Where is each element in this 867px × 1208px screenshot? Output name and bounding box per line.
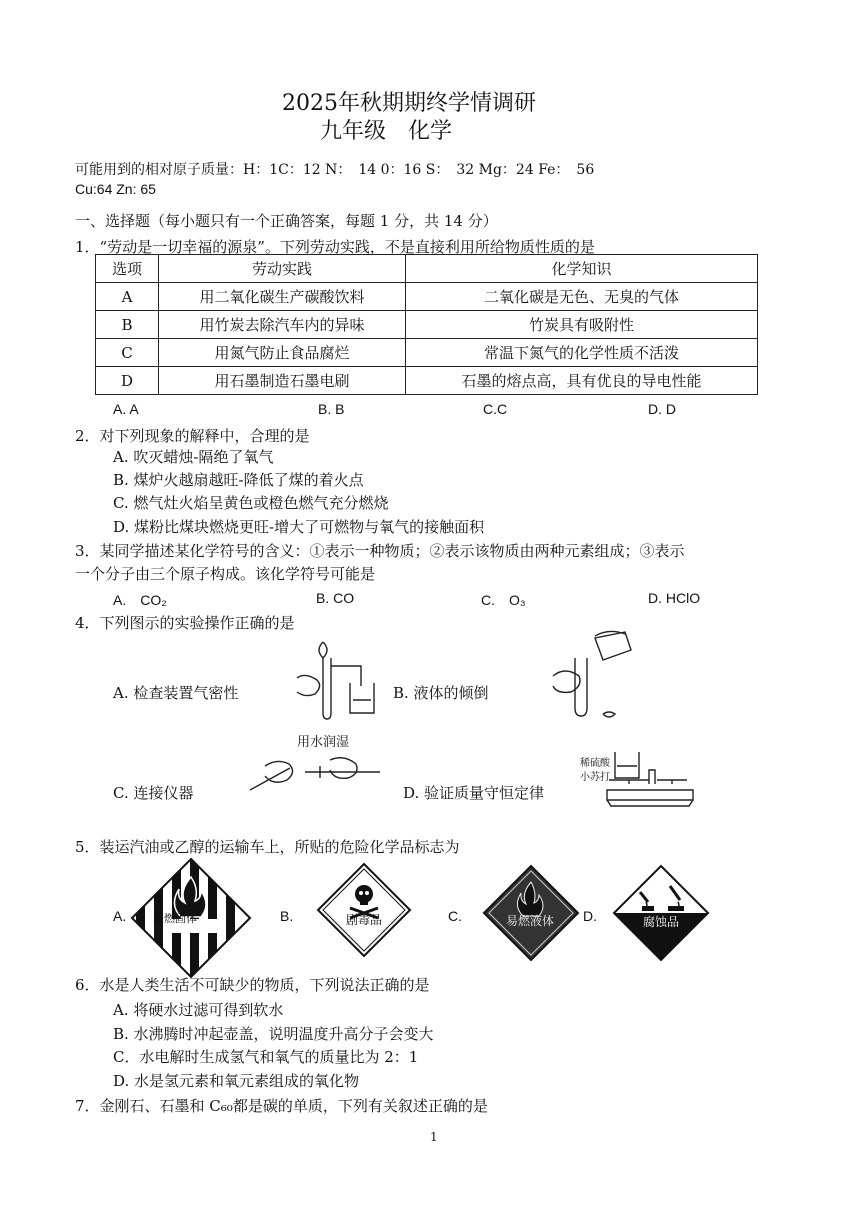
q6-option-a: A. 将硬水过滤可得到软水 [113,1001,284,1019]
table-header: 化学知识 [406,255,758,283]
q4-option-c: C. 连接仪器 [113,784,194,802]
q3-option-b: B. CO [316,590,355,606]
q4-option-b: B. 液体的倾倒 [393,684,489,702]
table-cell: B [96,311,159,339]
figure-c-label: 用水润湿 [297,735,350,750]
q2-option-b: B. 煤炉火越扇越旺-降低了煤的着火点 [113,471,364,489]
sign-label-c: 易燃液体 [506,914,555,928]
sign-label-a: 易燃固体 [153,912,197,925]
q5-option-b: B. [280,908,294,924]
table-cell: 石墨的熔点高，具有优良的导电性能 [406,367,758,395]
q6-stem: 6．水是人类生活不可缺少的物质，下列说法正确的是 [75,976,430,994]
section-heading: 一、选择题（每小题只有一个正确答案，每题 1 分，共 14 分） [75,212,498,230]
exam-title: 2025年秋期期终学情调研 [282,91,536,116]
table-header-row [96,255,758,283]
q1-option-d: D. D [648,401,676,417]
q6-option-b: B. 水沸腾时冲起壶盖，说明温度升高分子会变大 [113,1025,434,1043]
atomic-mass-line-2: Cu:64 Zn: 65 [75,181,156,197]
q5-stem: 5．装运汽油或乙醇的运输车上，所贴的危险化学品标志为 [75,838,460,856]
table-row [96,283,758,311]
q1-option-b: B. B [318,401,345,417]
table-cell: 竹炭具有吸附性 [406,311,758,339]
table-cell: A [96,283,159,311]
q2-stem: 2．对下列现象的解释中，合理的是 [75,427,310,445]
q7-stem: 7．金刚石、石墨和 C₆₀都是碳的单质，下列有关叙述正确的是 [75,1097,488,1115]
sign-label-d: 腐蚀品 [643,915,680,929]
page-number: 1 [430,1130,438,1144]
q5-option-a: A. [113,908,127,924]
q1-option-c: C.C [483,401,508,417]
table-cell: 用二氧化碳生产碳酸饮料 [159,283,406,311]
table-cell: C [96,339,159,367]
q4-stem: 4．下列图示的实验操作正确的是 [75,614,295,632]
q2-option-a: A. 吹灭蜡烛-隔绝了氧气 [113,448,274,466]
figure-d-label-2: 小苏打 [580,772,610,783]
sign-label-b: 剧毒品 [346,913,383,927]
q3-option-c: C. O₃ [481,592,526,608]
liquid-pouring-figure [545,628,635,723]
table-row [96,367,758,395]
q1-option-a: A. A [113,401,139,417]
q4-option-d: D. 验证质量守恒定律 [403,784,545,802]
figure-d-label-1: 稀硫酸 [580,758,610,769]
q3-option-d: D. HClO [648,590,701,606]
table-cell: 用石墨制造石墨电刷 [159,367,406,395]
q3-stem-line-2: 一个分子由三个原子构成。该化学符号可能是 [75,565,376,583]
table-row [96,339,758,367]
q6-option-c: C．水电解时生成氢气和氧气的质量比为 2：1 [113,1048,419,1066]
table-cell: 常温下氮气的化学性质不活泼 [406,339,758,367]
table-row [96,311,758,339]
table-header: 劳动实践 [159,255,406,283]
table-cell: 用氮气防止食品腐烂 [159,339,406,367]
exam-subtitle: 九年级 化学 [320,119,453,144]
q5-option-c: C. [448,908,462,924]
toxic-sign-icon [316,862,412,958]
airtightness-check-figure [295,638,380,723]
q2-option-c: C. 燃气灶火焰呈黄色或橙色燃气充分燃烧 [113,494,389,512]
q6-option-d: D. 水是氢元素和氧元素组成的氧化物 [113,1072,360,1090]
table-header: 选项 [96,255,159,283]
table-cell: 用竹炭去除汽车内的异味 [159,311,406,339]
atomic-mass-line-1: 可能用到的相对原子质量：H：1C：12 N： 14 0：16 S： 32 Mg：24 Fe： 56 [75,162,595,178]
table-cell: D [96,367,159,395]
q1-stem: 1．“劳动是一切幸福的源泉”。下列劳动实践，不是直接利用所给物质性质的是 [75,238,595,256]
q4-option-a: A. 检查装置气密性 [113,684,239,702]
balance-scale-figure [605,750,695,808]
q1-table [95,254,758,395]
q3-stem-line-1: 3．某同学描述某化学符号的含义：①表示一种物质；②表示该物质由两种元素组成；③表示 [75,542,685,560]
q2-option-d: D. 煤粉比煤块燃烧更旺-增大了可燃物与氧气的接触面积 [113,518,485,536]
connect-apparatus-figure [245,748,390,798]
table-cell: 二氧化碳是无色、无臭的气体 [406,283,758,311]
q5-option-d: D. [583,908,597,924]
q3-option-a: A. CO₂ [113,592,167,608]
